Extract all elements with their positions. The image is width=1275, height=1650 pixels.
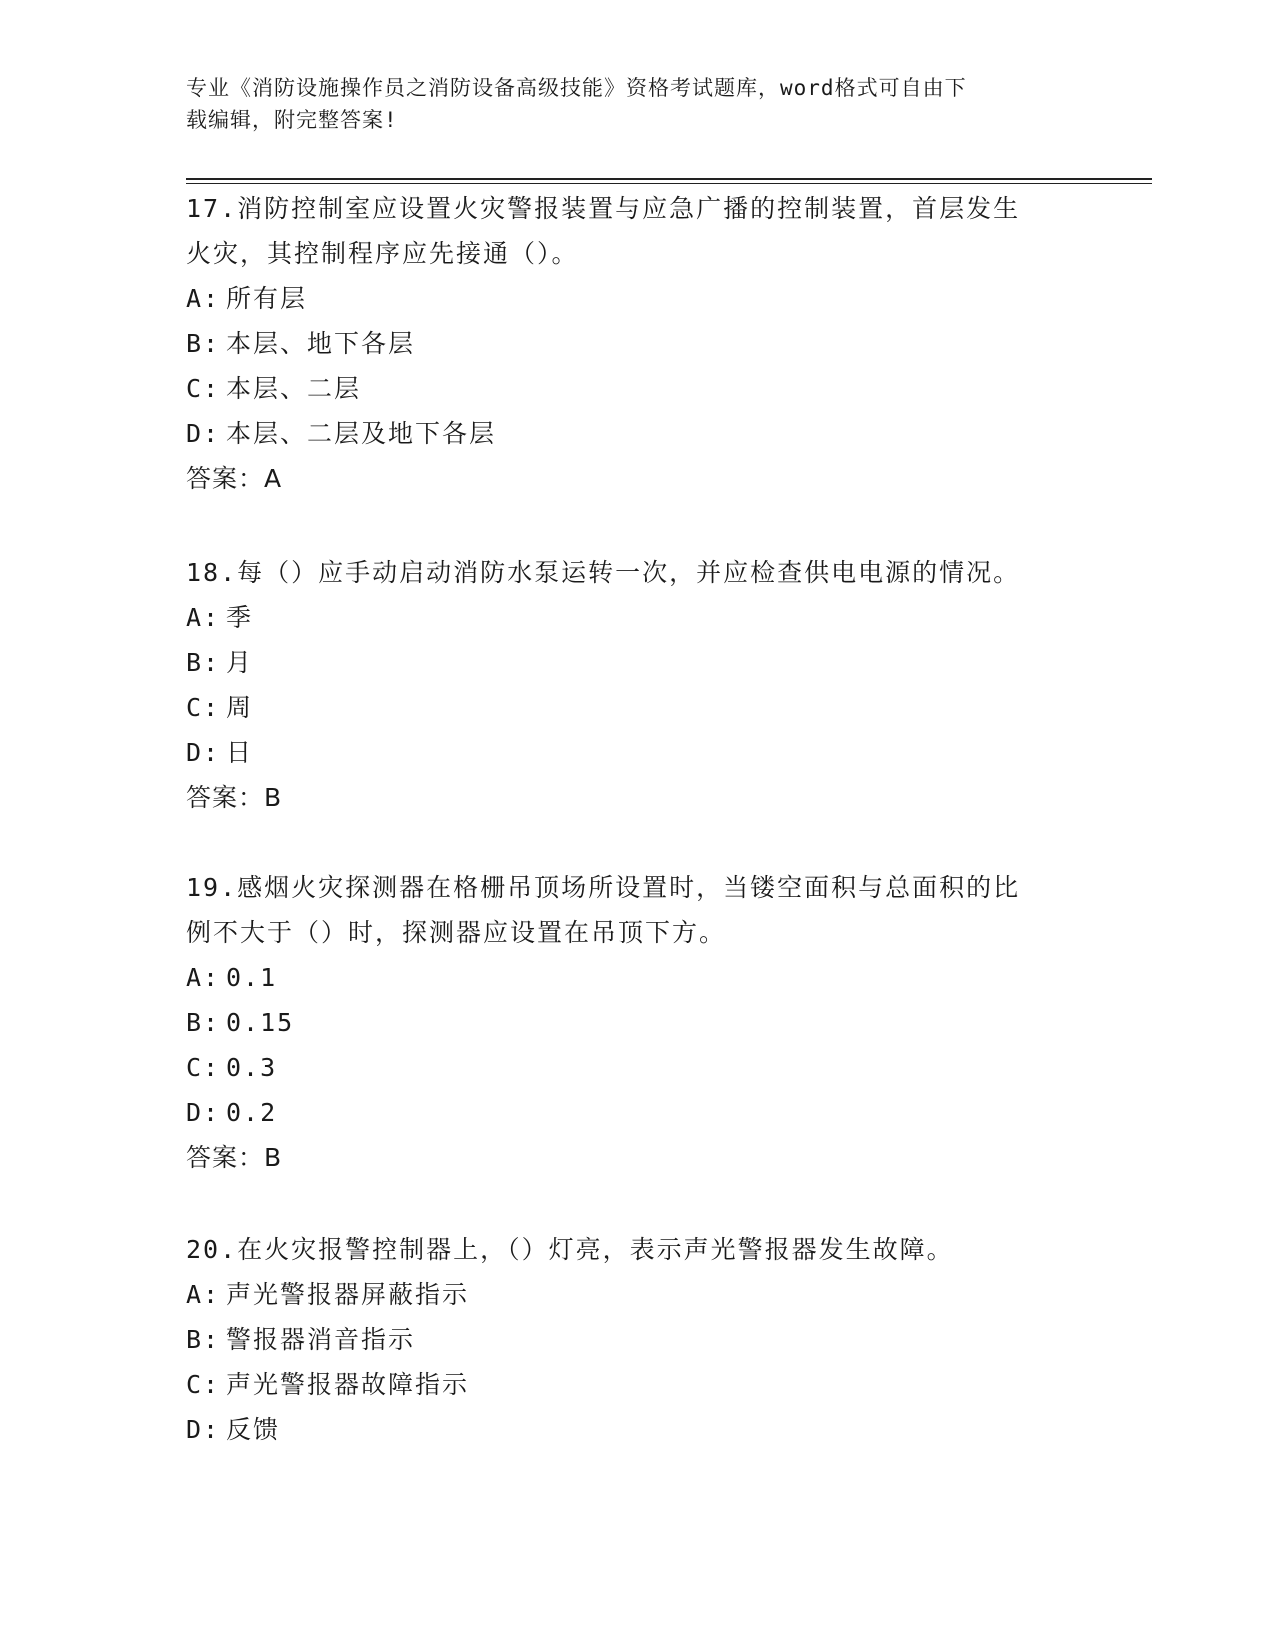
question-stem: 17.消防控制室应设置火灾警报装置与应急广播的控制装置，首层发生 — [186, 194, 1021, 223]
option-b — [186, 640, 1086, 685]
option-b — [186, 321, 1086, 366]
option-key: B: — [186, 1325, 221, 1354]
option-c — [186, 685, 1086, 730]
option-key: B: — [186, 1008, 221, 1037]
option-c — [186, 366, 1086, 411]
option-key: D: — [186, 1098, 221, 1127]
option-c — [186, 1362, 1086, 1407]
option-text: 声光警报器屏蔽指示 — [226, 1280, 470, 1309]
option-text: 0.15 — [226, 1008, 295, 1037]
option-key: B: — [186, 329, 221, 358]
option-key: D: — [186, 419, 221, 448]
option-b — [186, 1000, 1086, 1045]
header-divider-thick — [186, 178, 1152, 180]
option-key: B: — [186, 648, 221, 677]
option-text: 季 — [226, 603, 254, 632]
option-text: 0.2 — [226, 1098, 278, 1127]
option-key: A: — [186, 284, 221, 313]
option-text: 0.3 — [226, 1053, 278, 1082]
header-divider-thin — [186, 183, 1152, 184]
option-text: 本层、二层及地下各层 — [226, 419, 497, 448]
option-text: 反馈 — [226, 1415, 281, 1444]
option-text: 日 — [226, 738, 254, 767]
option-a — [186, 595, 1086, 640]
option-a — [186, 276, 1086, 321]
question-stem: 18.每（）应手动启动消防水泵运转一次，并应检查供电电源的情况。 — [186, 558, 1021, 587]
option-c — [186, 1045, 1086, 1090]
option-key: C: — [186, 1370, 221, 1399]
option-a — [186, 1272, 1086, 1317]
header-line-2: 载编辑，附完整答案! — [186, 108, 398, 132]
option-d — [186, 411, 1086, 456]
option-key: A: — [186, 963, 221, 992]
option-key: A: — [186, 603, 221, 632]
option-key: C: — [186, 693, 221, 722]
question-18 — [186, 550, 1086, 820]
option-text: 0.1 — [226, 963, 278, 992]
question-stem-continued: 例不大于（）时，探测器应设置在吊顶下方。 — [186, 918, 727, 947]
option-a — [186, 955, 1086, 1000]
answer-line: 答案：B — [186, 1143, 283, 1172]
option-key: C: — [186, 1053, 221, 1082]
question-20 — [186, 1227, 1086, 1452]
answer-line: 答案：B — [186, 783, 283, 812]
question-17 — [186, 186, 1086, 501]
option-d — [186, 1090, 1086, 1135]
option-text: 本层、二层 — [226, 374, 362, 403]
question-19 — [186, 865, 1086, 1180]
option-text: 本层、地下各层 — [226, 329, 416, 358]
option-text: 所有层 — [226, 284, 308, 313]
document-header — [186, 72, 1066, 136]
answer-line: 答案：A — [186, 464, 283, 493]
question-stem: 20.在火灾报警控制器上，（）灯亮，表示声光警报器发生故障。 — [186, 1235, 954, 1264]
option-text: 警报器消音指示 — [226, 1325, 416, 1354]
option-d — [186, 730, 1086, 775]
option-key: D: — [186, 738, 221, 767]
option-b — [186, 1317, 1086, 1362]
header-line-1: 专业《消防设施操作员之消防设备高级技能》资格考试题库，word格式可自由下 — [186, 76, 967, 100]
question-stem: 19.感烟火灾探测器在格栅吊顶场所设置时，当镂空面积与总面积的比 — [186, 873, 1021, 902]
option-d — [186, 1407, 1086, 1452]
option-text: 周 — [226, 693, 254, 722]
option-key: A: — [186, 1280, 221, 1309]
option-text: 月 — [226, 648, 254, 677]
option-key: C: — [186, 374, 221, 403]
option-key: D: — [186, 1415, 221, 1444]
option-text: 声光警报器故障指示 — [226, 1370, 470, 1399]
question-stem-continued: 火灾，其控制程序应先接通（）。 — [186, 239, 579, 268]
